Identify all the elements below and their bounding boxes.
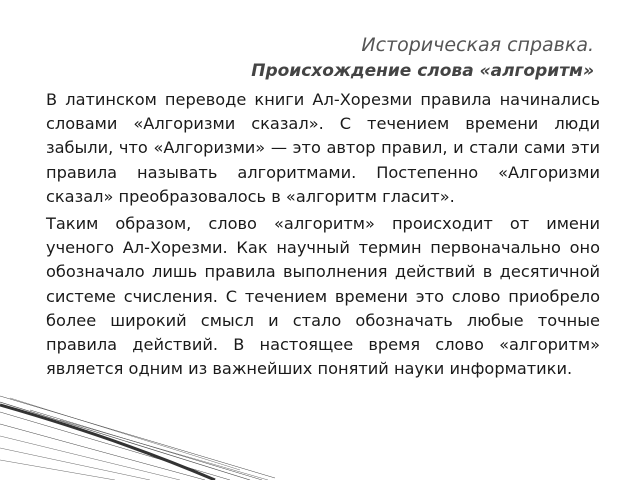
- decorative-line: [0, 460, 115, 480]
- paragraph-1: В латинском переводе книги Ал-Хорезми правила начинались словами «Алгоризми сказал». С течением времени люди забыли, что «Алгоризми» — это автор правил, и стали сами эти правила называть алгоритмами. Постепенно «Алгоризми сказал» преобразовалось в «алгоритм гласит».: [46, 90, 600, 206]
- decorative-line: [0, 402, 250, 480]
- title-line-1: Историческая справка.: [361, 34, 594, 56]
- title-line-2: Происхождение слова «алгоритм»: [251, 61, 594, 81]
- decorative-line: [60, 420, 268, 480]
- decorative-line: [0, 396, 275, 478]
- decorative-line: [0, 424, 205, 480]
- decorative-line: [30, 410, 262, 480]
- slide-body: [46, 88, 600, 384]
- decorative-line: [10, 398, 240, 470]
- slide-title: [150, 32, 594, 84]
- decorative-line: [0, 436, 180, 480]
- decorative-line: [0, 412, 230, 480]
- decorative-line: [0, 448, 150, 480]
- decorative-swoosh: [0, 405, 215, 480]
- paragraph-2: Таким образом, слово «алгоритм» происходит от имени ученого Ал-Хорезми. Как научный термин первоначально оно обозначало лишь правила выполнения действий в десятичной системе счисления. С течением времени это слово приобрело более широкий смысл и стало обозначать любые точные правила действий. В настоящее время слово «алгоритм» является одним из важнейших понятий науки информатики.: [46, 214, 600, 379]
